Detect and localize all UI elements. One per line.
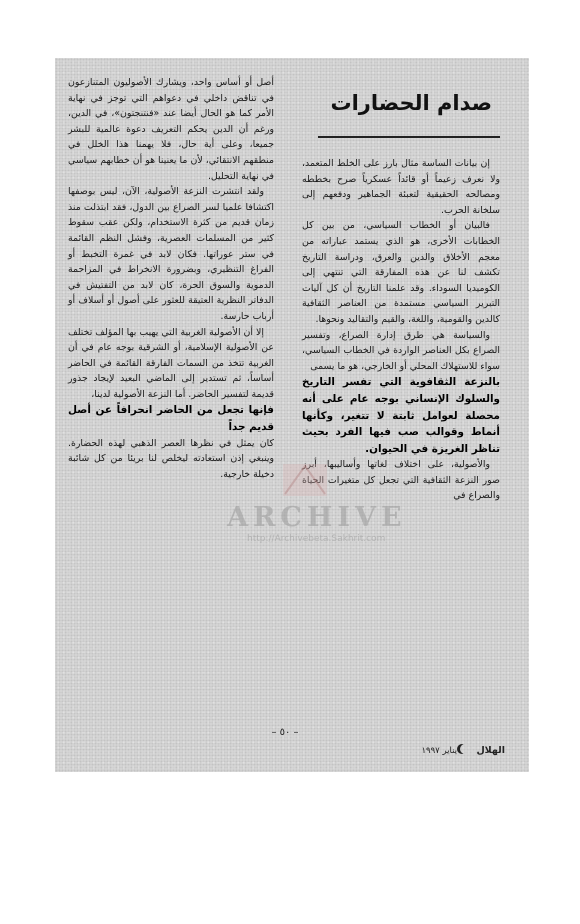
title-box: [318, 90, 500, 138]
watermark-url: http://Archivebeta.Sakhrit.com: [247, 534, 386, 544]
scanned-page: [55, 58, 529, 772]
crescent-icon: [460, 744, 470, 754]
paragraph: ولقد انتشرت النزعة الأصولية، الآن، ليس بوصفها اكتشافا علميا لسر الصراع بين الدول، فقد ابتذلت منذ زمان قديم من كثرة الاستخدام، ولكن عقب سقوط كثير من المسلمات العصرية، وفشل النظم القائمة في ستر عوراتها. فكان لابد في غمرة التخبط أو الفراغ التنظيري، وبضرورة الانخراط في المزاحمة الدموية والسوق الحرة، كان لابد من التفتيش في الدفاتر النظرية العتيقة للعثور على أصول أو أسلاف أو أرباب حارسة.: [68, 186, 274, 322]
paragraph: إلا أن الأصولية الغربية التي يهيب بها المؤلف تختلف عن الأصولية الإسلامية، أو الشرقية بوجه عام في أن الغربية تتخذ من السمات الفارقة القائمة في الحاضر أساساً، ثم تستدير إلى الماضي البعيد لإيجاد جذور قديمة لتفسير الحاضر. أما النزعة الأصولية لدينا،: [68, 326, 274, 400]
paragraph: والأصولية، على اختلاف لغاتها وأساليبها، أبرز صور النزعة الثقافية التي تجعل كل متغيرات الحياة والصراع في: [302, 459, 500, 502]
magazine-footer: [395, 744, 505, 756]
paragraph: والسياسة هي طرق إدارة الصراع، وتفسير الصراع بكل العناصر الواردة في الخطاب السياسي، سواء للاستهلاك المحلي أو الخارجي، هو ما يسمى: [302, 329, 500, 372]
left-column: [68, 75, 274, 482]
paragraph: إن بيانات الساسة مثال بارز على الخلط المتعمد، ولا نعرف زعيماً أو قائداً عسكرياً صرح بخططه ومصالحه الحقيقية لتعبئة الجماهير ودفعهم إلى سلخانة الحرب.: [302, 158, 500, 216]
paragraph: فالبيان أو الخطاب السياسي، من بين كل الخطابات الأخرى، هو الذي يستمد عباراته من معجم الأخلاق والدين والعرق، ودراسة التاريخ تكشف لنا عن هذه المفارقة التي تنتهي إلى الكوميديا السوداء. وقد علمنا التاريخ أن كل آليات التبرير السياسي مستمدة من العناصر الثقافية كالدين والقومية، واللغة، والقيم والتقاليد ونحوها.: [302, 220, 500, 325]
right-column-text: [302, 156, 500, 504]
page-number: – ٥٠ –: [271, 727, 299, 738]
watermark-text: ARCHIVE: [227, 502, 407, 533]
paragraph: أصل أو أساس واحد، ويشارك الأصوليون المتنازعون في تناقض داخلي في دعواهم التي توجز في نهاية الأمر كما هو الحال أيضا عند «فنتنجتون»، في الدين، ورغم أن الدين يحكم التعريف دعوة عالمية للبشر جميعا، وعلى أية حال، فلا يهمنا هذا الخلل في منطقهم الانتقائي، لأن ما يعنينا هو أن خطابهم سياسي في نهاية التحليل.: [68, 77, 274, 182]
bold-paragraph: فإنها تجعل من الحاضر انحرافاً عن أصل قديم جداً: [68, 404, 274, 434]
magazine-name: الهلال: [476, 745, 505, 756]
bold-paragraph: بالنزعة الثقافوية التي تفسر التاريخ والسلوك الإنساني بوجه عام على أنه محصلة لعوامل ثابتة لا تتغير، وكأنها أنماط وقوالب صب فيها الفرد بحيث تناظر الغريزة في الحيوان.: [302, 376, 500, 455]
paragraph: كان يمثل في نظرها العصر الذهبي لهذه الحضارة. وينبغي إذن استعادته ليخلص لنا بريئا من كل شائبة دخيلة خارجية.: [68, 437, 274, 480]
issue-date: يناير ١٩٩٧: [421, 746, 458, 756]
article-title: صدام الحضارات: [330, 91, 492, 115]
